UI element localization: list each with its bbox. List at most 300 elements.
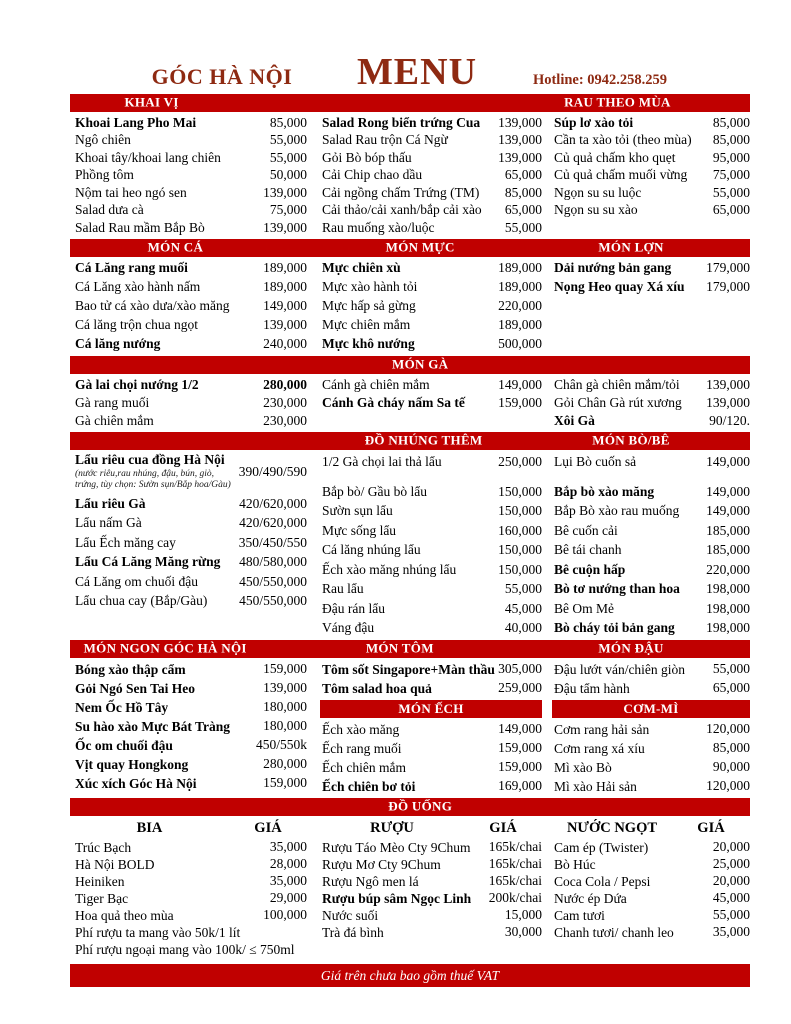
- menu-column: [552, 818, 750, 941]
- item-price: 185,000: [706, 542, 750, 558]
- item-price: 480/580,000: [239, 554, 307, 570]
- item-name: [320, 857, 489, 873]
- item-name-text: Xôi Gà: [554, 413, 595, 429]
- menu-item-row: [320, 376, 542, 394]
- menu-item-row: [552, 149, 750, 167]
- item-name: [70, 700, 263, 716]
- item-name-text: Bắp Bò xào rau muống: [554, 503, 680, 519]
- item-name: [70, 891, 270, 907]
- item-name: [552, 150, 713, 166]
- menu-item-row: [70, 278, 307, 297]
- item-name-text: Mực khô nướng: [322, 336, 415, 352]
- item-name: [70, 942, 307, 958]
- item-name-text: Coca Cola / Pepsi: [554, 873, 651, 889]
- item-name: [320, 891, 489, 907]
- item-name-text: Su hào xào Mực Bát Tràng: [75, 718, 230, 734]
- item-name-text: Rượu Mơ Cty 9Chum: [322, 856, 441, 872]
- item-price: 280,000: [263, 376, 307, 392]
- item-price: 149,000: [498, 376, 542, 392]
- item-name-text: Ếch xào măng nhúng lẩu: [322, 561, 457, 577]
- menu-item-row: [552, 907, 750, 924]
- menu-item-row: [70, 149, 307, 167]
- item-name-text: Gà rang muối: [75, 395, 150, 411]
- section-bar: [70, 798, 750, 816]
- item-name: [320, 132, 498, 148]
- item-name: [70, 719, 263, 735]
- item-name: [70, 925, 307, 941]
- item-price: 180,000: [263, 718, 307, 734]
- hotline: Hotline: 0942.258.259: [532, 72, 668, 88]
- item-name: [70, 515, 239, 531]
- item-price: 90,000: [712, 759, 750, 775]
- item-price: 139,000: [498, 132, 542, 148]
- item-price: 179,000: [706, 279, 750, 294]
- menu-item-row: [70, 297, 307, 316]
- menu-item-row: [552, 758, 750, 777]
- item-name: [320, 115, 498, 131]
- item-price: 30,000: [504, 924, 542, 940]
- item-name-text: Lụi Bò cuốn sả: [554, 454, 637, 470]
- menu-column: [320, 660, 542, 796]
- menu-item-row: [552, 452, 750, 472]
- menu-columns: [70, 818, 750, 958]
- item-price: 35,000: [269, 873, 307, 889]
- menu-item-row: [320, 720, 542, 739]
- item-name-text: Mực chiên xù: [322, 260, 401, 276]
- item-price: 149,000: [498, 721, 542, 737]
- item-name-text: Gà chiên mắm: [75, 413, 154, 429]
- item-name-text: Rượu búp sâm Ngọc Linh: [322, 890, 472, 906]
- item-name-text: Bò cháy tỏi bản gang: [554, 620, 675, 636]
- item-name-text: Bê cuốn cải: [554, 522, 618, 538]
- item-price: 15,000: [504, 907, 542, 923]
- item-name: [320, 260, 498, 276]
- item-name: [320, 908, 505, 924]
- menu-item-row: [320, 297, 542, 316]
- item-price: 139,000: [263, 680, 307, 696]
- item-name: [320, 377, 498, 393]
- section-title: MÓN CÁ: [147, 239, 204, 255]
- menu-item-row: [320, 114, 542, 132]
- item-name-text: Cá lăng nướng: [75, 336, 161, 352]
- drinks-header-row: [320, 818, 542, 839]
- item-name-text: Lẩu riêu cua đồng Hà Nội: [75, 452, 225, 468]
- item-name: [70, 840, 270, 856]
- item-name-text: Hoa quả theo mùa: [75, 907, 174, 923]
- item-price: 259,000: [498, 680, 542, 696]
- item-name-text: Bóng xào thập cẩm: [75, 661, 186, 677]
- item-price: 55,000: [712, 184, 750, 200]
- item-name-text: Nem Ốc Hồ Tây: [75, 699, 169, 715]
- menu-item-row: [320, 777, 542, 796]
- item-name: [320, 336, 498, 352]
- item-name-text: Lẩu Ếch măng cay: [75, 534, 176, 550]
- item-name: [552, 542, 706, 558]
- item-name-text: Váng đậu: [322, 620, 375, 636]
- menu-column: [552, 259, 750, 297]
- item-name-text: Tiger Bạc: [75, 890, 129, 906]
- item-name: [320, 150, 498, 166]
- item-name: [552, 279, 706, 295]
- item-note: (nước riêu,rau nhúng, đậu, bún, giò, trứng, tùy chọn: Sườn sụn/Bắp hoa/Gàu): [75, 468, 231, 490]
- item-name-text: Cá Lăng xào hành nấm: [75, 279, 201, 295]
- item-price: 220,000: [706, 561, 750, 577]
- item-name-text: Củ quả chấm kho quẹt: [554, 149, 676, 165]
- item-name-text: Bê cuộn hấp: [554, 561, 626, 577]
- item-name-text: Tôm salad hoa quả: [322, 680, 432, 696]
- item-price: 230,000: [263, 394, 307, 410]
- menu-item-row: [70, 736, 307, 755]
- item-name-text: Ếch chiên mắm: [322, 759, 406, 775]
- menu-item-row: [552, 259, 750, 278]
- menu-column: [70, 376, 307, 431]
- item-name-text: Gỏi Chân Gà rút xương: [554, 395, 682, 411]
- menu-item-row: [70, 513, 307, 533]
- item-name: [552, 601, 706, 617]
- item-name: [70, 115, 270, 131]
- item-name: [552, 413, 709, 429]
- item-name: [320, 503, 498, 519]
- item-price: 165k/chai: [488, 839, 542, 855]
- item-name: [552, 741, 713, 757]
- menu-item-row: [552, 777, 750, 796]
- menu-item-row: [320, 259, 542, 278]
- item-price: 200k/chai: [488, 890, 542, 906]
- item-name: [320, 741, 498, 757]
- menu-item-row: [70, 494, 307, 514]
- item-price: 55,000: [712, 907, 750, 923]
- section-bar: [70, 356, 750, 374]
- menu-item-row: [320, 184, 542, 202]
- item-name-text: Dải nướng bản gang: [554, 260, 672, 276]
- item-name-text: Mực chiên mắm: [322, 317, 411, 333]
- item-name: [70, 574, 239, 590]
- section-title: RAU THEO MÙA: [564, 94, 671, 110]
- menu-item-row: [320, 167, 542, 185]
- item-name-text: Trúc Bạch: [75, 839, 132, 855]
- item-name: [552, 891, 713, 907]
- item-price: 139,000: [263, 219, 307, 235]
- menu-column: [552, 660, 750, 796]
- section-bar: [552, 700, 750, 718]
- item-name: [320, 185, 505, 201]
- menu-column: [320, 376, 542, 413]
- item-name: [320, 925, 505, 941]
- menu-item-row: [70, 679, 307, 698]
- item-name-text: Cá Lăng rang muối: [75, 260, 188, 276]
- menu-item-row: [552, 856, 750, 873]
- menu-item-row: [552, 202, 750, 220]
- item-name-text: Lẩu Cá Lăng Măng rừng: [75, 554, 221, 570]
- item-name: [70, 857, 270, 873]
- menu-item-row: [70, 114, 307, 132]
- menu-item-row: [552, 132, 750, 150]
- item-name: [70, 413, 263, 429]
- item-name-text: Rượu Táo Mèo Cty 9Chum: [322, 839, 471, 855]
- menu-column: [552, 376, 750, 431]
- item-name-text: Bao tử cá xào dưa/xào măng: [75, 298, 230, 314]
- item-name-text: Cải ngồng chấm Trứng (TM): [322, 184, 480, 200]
- menu-item-row: [320, 560, 542, 580]
- menu-item-row: [70, 316, 307, 335]
- item-price: 50,000: [269, 167, 307, 183]
- item-name-text: Hà Nội BOLD: [75, 856, 155, 872]
- item-price: 85,000: [712, 740, 750, 756]
- item-price: 20,000: [712, 839, 750, 855]
- item-price: 189,000: [498, 260, 542, 275]
- menu-item-row: [70, 591, 307, 611]
- item-price: 159,000: [498, 740, 542, 756]
- item-name-text: Bắp bò xào măng: [554, 483, 655, 499]
- item-name: [320, 874, 489, 890]
- item-name-text: Bê Om Mẻ: [554, 600, 614, 616]
- menu-item-row: [320, 278, 542, 297]
- item-name: [320, 760, 498, 776]
- item-name: [70, 377, 263, 393]
- menu-item-row: [70, 335, 307, 354]
- item-name: [552, 722, 706, 738]
- menu-item-row: [552, 184, 750, 202]
- menu-item-row: [320, 219, 542, 237]
- item-price: 500,000: [498, 336, 542, 351]
- item-price: 55,000: [269, 132, 307, 148]
- item-name: [320, 840, 489, 856]
- item-price: 139,000: [706, 394, 750, 410]
- item-name: [70, 336, 263, 352]
- item-name-text: Rượu Ngô men lá: [322, 873, 419, 889]
- menu-column: [70, 114, 307, 237]
- item-price: 165k/chai: [488, 856, 542, 872]
- item-price: 180,000: [263, 699, 307, 715]
- menu-item-row: [70, 132, 307, 150]
- item-name: [320, 581, 505, 597]
- item-price: 28,000: [269, 856, 307, 872]
- item-price: 35,000: [712, 924, 750, 940]
- item-name-text: Salad Rau mầm Bắp Bò: [75, 219, 205, 235]
- menu-item-row: [70, 890, 307, 907]
- item-name: [70, 260, 263, 276]
- menu-item-row: [552, 482, 750, 502]
- item-price: 198,000: [706, 600, 750, 616]
- menu-item-row: [320, 873, 542, 890]
- item-price: 40,000: [504, 620, 542, 636]
- item-name: [320, 662, 498, 678]
- item-name-text: Mì xào Bò: [554, 759, 612, 775]
- item-name: [552, 503, 706, 519]
- item-price: 149,000: [706, 483, 750, 499]
- item-price: 85,000: [712, 132, 750, 148]
- item-name-text: Mực xào hành tỏi: [322, 279, 418, 295]
- menu-body: [70, 94, 750, 958]
- item-name: [70, 395, 263, 411]
- item-name-text: Gà lai chọi nướng 1/2: [75, 376, 199, 392]
- item-name-text: Đậu lướt ván/chiên giòn: [554, 661, 686, 677]
- item-price: 139,000: [706, 376, 750, 392]
- item-name: [70, 202, 270, 218]
- menu-column: [70, 452, 307, 611]
- item-name-text: Heiniken: [75, 873, 125, 889]
- menu-column: [70, 818, 307, 958]
- section-title: MÓN GÀ: [392, 356, 449, 372]
- menu-item-row: [320, 482, 542, 502]
- menu-column: [320, 114, 542, 237]
- item-name: [70, 317, 263, 333]
- menu-item-row: [320, 758, 542, 777]
- menu-item-row: [70, 202, 307, 220]
- item-name-text: Nọng Heo quay Xá xíu: [554, 279, 685, 295]
- item-name-text: Trà đá bình: [322, 924, 384, 940]
- item-name-text: Cá lăng trộn chua ngọt: [75, 317, 198, 333]
- item-name: [320, 542, 498, 558]
- menu-item-row: [552, 890, 750, 907]
- item-name: [552, 779, 706, 795]
- item-price: 65,000: [504, 202, 542, 218]
- item-name: [552, 484, 706, 500]
- menu-item-row: [320, 501, 542, 521]
- section-title: MÓN BÒ/BÊ: [592, 433, 670, 449]
- item-price: 149,000: [263, 298, 307, 313]
- item-name: [320, 202, 505, 218]
- item-name: [552, 185, 713, 201]
- menu-item-row: [320, 452, 542, 472]
- item-name: [552, 202, 713, 218]
- menu-item-row: [70, 755, 307, 774]
- item-price: 55,000: [712, 661, 750, 677]
- item-price: 189,000: [498, 279, 542, 294]
- item-name-text: Cánh Gà cháy nấm Sa tế: [322, 395, 465, 411]
- item-name-text: Bắp bò/ Gầu bò lẩu: [322, 483, 427, 499]
- item-name: [320, 454, 498, 470]
- item-name-text: Cá Lăng om chuối đậu: [75, 573, 198, 589]
- menu-item-row: [552, 114, 750, 132]
- item-name: [320, 523, 498, 539]
- item-name: [552, 377, 706, 393]
- item-price: 189,000: [263, 260, 307, 275]
- menu-column: [70, 660, 307, 793]
- item-name-text: Cải thảo/cải xanh/bắp cải xào: [322, 202, 482, 218]
- section-title: MÓN MỰC: [385, 239, 455, 255]
- drinks-col-title: NƯỚC NGỌT: [566, 819, 658, 836]
- item-price: 65,000: [712, 202, 750, 218]
- menu-item-row: [320, 890, 542, 907]
- section-bar: [70, 640, 750, 658]
- restaurant-name: GÓC HÀ NỘI: [151, 64, 293, 89]
- item-name-text: Khoai tây/khoai lang chiên: [75, 149, 221, 165]
- drinks-price-title: GIÁ: [489, 819, 517, 836]
- menu-item-row: [320, 540, 542, 560]
- item-name-text: Vịt quay Hongkong: [75, 756, 189, 772]
- item-name: [70, 662, 263, 678]
- item-name-text: Cam tươi: [554, 907, 605, 923]
- menu-item-row: [552, 618, 750, 638]
- menu-item-row: [552, 167, 750, 185]
- item-name-text: Chân gà chiên mắm/tỏi: [554, 376, 680, 392]
- item-price: 198,000: [706, 581, 750, 597]
- item-name: [70, 167, 270, 183]
- item-price: 185,000: [706, 522, 750, 538]
- item-price: 280,000: [263, 756, 307, 772]
- item-name-text: Nước ép Dứa: [554, 890, 627, 906]
- item-price: 230,000: [263, 413, 307, 429]
- item-price: 390/490/590: [238, 463, 307, 479]
- item-name: [320, 220, 505, 236]
- item-name: [552, 925, 713, 941]
- item-name-text: Bò Húc: [554, 856, 596, 872]
- item-name: [320, 317, 498, 333]
- item-name: [552, 874, 713, 890]
- item-name-text: Gỏi Bò bóp thấu: [322, 149, 412, 165]
- drinks-col-title: RƯỢU: [370, 819, 414, 836]
- item-name: [552, 562, 706, 578]
- item-price: 139,000: [498, 149, 542, 165]
- item-name-text: Ếch xào măng: [322, 721, 400, 737]
- menu-item-row: [552, 924, 750, 941]
- item-price: 179,000: [706, 260, 750, 275]
- menu-item-row: [70, 376, 307, 394]
- menu-item-row: [70, 839, 307, 856]
- item-name-text: Đậu tẩm hành: [554, 680, 630, 696]
- item-name: [70, 150, 270, 166]
- item-name: [552, 908, 713, 924]
- menu-item-row: [320, 599, 542, 619]
- item-price: 85,000: [504, 184, 542, 200]
- section-bar: [70, 432, 750, 450]
- menu-column: [320, 818, 542, 941]
- item-name: [320, 484, 498, 500]
- menu-column: [320, 259, 542, 354]
- item-name: [552, 167, 713, 183]
- item-name-text: Gỏi Ngó Sen Tai Heo: [75, 680, 196, 696]
- menu-item-row: [70, 533, 307, 553]
- menu-item-row: [552, 720, 750, 739]
- item-name: [70, 776, 263, 792]
- item-price: 139,000: [263, 317, 307, 332]
- menu-item-row: [70, 717, 307, 736]
- item-name: [320, 562, 498, 578]
- item-price: 150,000: [498, 483, 542, 499]
- item-price: 169,000: [498, 778, 542, 794]
- menu-item-row: [320, 335, 542, 354]
- item-name-text: Đậu rán lẩu: [322, 600, 385, 616]
- item-name: [320, 601, 505, 617]
- item-price: 198,000: [706, 620, 750, 636]
- item-name-text: Cải Chip chao dầu: [322, 167, 423, 183]
- item-name: [552, 681, 713, 697]
- item-name-text: Nộm tai heo ngó sen: [75, 184, 187, 200]
- item-price: 420/620,000: [239, 515, 307, 531]
- menu-item-row: [70, 907, 307, 924]
- menu-item-row: [552, 739, 750, 758]
- menu-item-row: [70, 774, 307, 793]
- item-name: [70, 452, 239, 491]
- item-price: 55,000: [504, 581, 542, 597]
- item-name-text: Salad dưa cà: [75, 202, 144, 218]
- menu-item-row: [320, 907, 542, 924]
- menu-item-row: [320, 132, 542, 150]
- item-price: 159,000: [263, 775, 307, 791]
- item-price: 450/550,000: [239, 593, 307, 609]
- item-name-text: Cam ép (Twister): [554, 839, 649, 855]
- item-price: 159,000: [498, 394, 542, 410]
- item-price: 139,000: [263, 184, 307, 200]
- drinks-col-title: BIA: [136, 819, 163, 836]
- item-name-text: Cần ta xào tỏi (theo mùa): [554, 132, 692, 148]
- menu-item-row: [70, 660, 307, 679]
- item-price: 55,000: [504, 219, 542, 235]
- section-title: KHAI VỊ: [124, 94, 179, 110]
- menu-item-row: [552, 394, 750, 412]
- menu-item-row: [320, 856, 542, 873]
